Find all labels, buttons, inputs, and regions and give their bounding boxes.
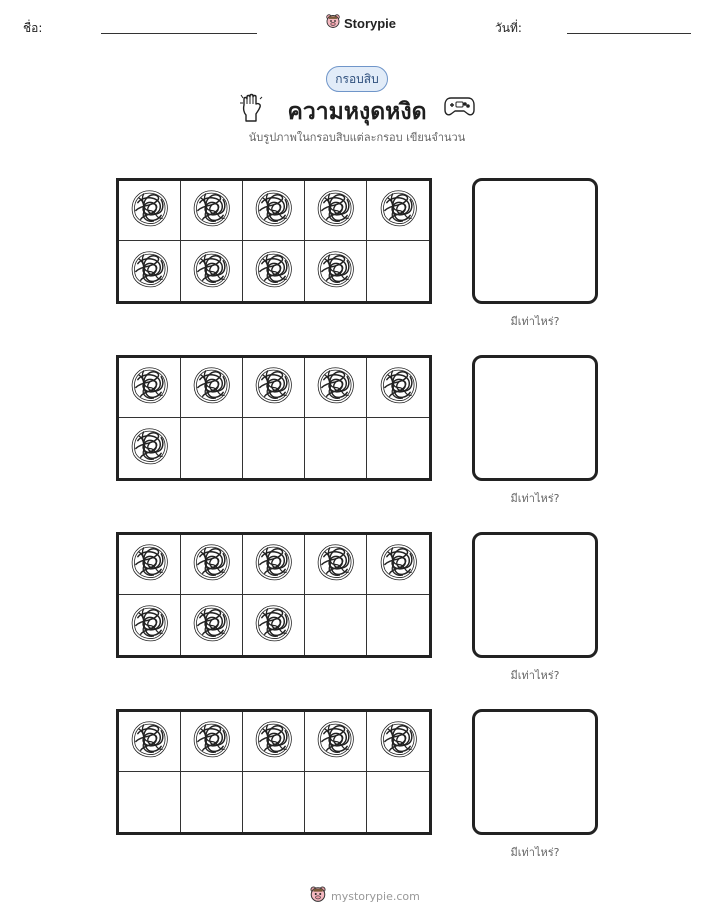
tangled-scribble-icon bbox=[254, 604, 293, 647]
tangled-scribble-icon bbox=[192, 189, 231, 232]
brand-name: Storypie bbox=[344, 15, 397, 31]
tangled-scribble-icon bbox=[130, 366, 169, 409]
ten-frame-cell bbox=[119, 535, 181, 595]
ten-frame-cell bbox=[181, 241, 243, 301]
ten-frame-cell bbox=[243, 181, 305, 241]
footer bbox=[309, 885, 420, 907]
tangled-scribble-icon bbox=[192, 604, 231, 647]
tangled-scribble-icon bbox=[130, 720, 169, 763]
game-controller-icon bbox=[444, 95, 475, 122]
tangled-scribble-icon bbox=[254, 720, 293, 763]
worksheet-title: ความหงุดหงิด bbox=[287, 99, 427, 125]
ten-frame-cell bbox=[305, 241, 367, 301]
ten-frame-4 bbox=[116, 709, 432, 835]
tangled-scribble-icon bbox=[379, 366, 418, 409]
ten-frame-cell bbox=[119, 241, 181, 301]
answer-box-1[interactable] bbox=[472, 178, 598, 304]
ten-frame-cell bbox=[243, 712, 305, 772]
answer-prompt-3: มีเท่าไหร่? bbox=[510, 669, 560, 682]
ten-frame-2 bbox=[116, 355, 432, 481]
ten-frame-cell bbox=[305, 535, 367, 595]
ten-frame-cell bbox=[119, 772, 181, 832]
tangled-scribble-icon bbox=[192, 720, 231, 763]
answer-prompt-2: มีเท่าไหร่? bbox=[510, 492, 560, 505]
tangled-scribble-icon bbox=[254, 250, 293, 293]
instruction-text: นับรูปภาพในกรอบสิบแต่ละกรอบ เขียนจำนวน bbox=[248, 131, 466, 144]
ten-frame-cell bbox=[119, 595, 181, 655]
tangled-scribble-icon bbox=[130, 189, 169, 232]
ten-frame-cell bbox=[367, 418, 429, 478]
ten-frame-cell bbox=[181, 181, 243, 241]
tangled-scribble-icon bbox=[130, 604, 169, 647]
ten-frame-cell bbox=[367, 772, 429, 832]
pig-mascot-icon bbox=[309, 885, 327, 907]
footer-url: mystorypie.com bbox=[331, 889, 420, 903]
name-write-line[interactable] bbox=[101, 33, 257, 34]
tangled-scribble-icon bbox=[316, 250, 355, 293]
answer-box-2[interactable] bbox=[472, 355, 598, 481]
brand bbox=[325, 13, 396, 33]
ten-frame-cell bbox=[367, 535, 429, 595]
ten-frame-3 bbox=[116, 532, 432, 658]
tangled-scribble-icon bbox=[130, 543, 169, 586]
ten-frame-cell bbox=[243, 772, 305, 832]
ten-frame-cell bbox=[367, 712, 429, 772]
ten-frame-1 bbox=[116, 178, 432, 304]
tangled-scribble-icon bbox=[316, 543, 355, 586]
ten-frame-cell bbox=[181, 358, 243, 418]
ten-frame-cell bbox=[181, 772, 243, 832]
pig-mascot-icon bbox=[325, 13, 341, 33]
ten-frame-cell bbox=[119, 418, 181, 478]
tangled-scribble-icon bbox=[130, 250, 169, 293]
tangled-scribble-icon bbox=[316, 366, 355, 409]
ten-frame-cell bbox=[305, 181, 367, 241]
tangled-scribble-icon bbox=[379, 720, 418, 763]
answer-prompt-1: มีเท่าไหร่? bbox=[510, 315, 560, 328]
topic-badge: กรอบสิบ bbox=[326, 66, 388, 92]
ten-frame-cell bbox=[181, 535, 243, 595]
tangled-scribble-icon bbox=[130, 427, 169, 470]
ten-frame-cell bbox=[243, 595, 305, 655]
ten-frame-cell bbox=[305, 358, 367, 418]
tangled-scribble-icon bbox=[379, 189, 418, 232]
ten-frame-cell bbox=[305, 418, 367, 478]
ten-frame-cell bbox=[243, 418, 305, 478]
ten-frame-cell bbox=[243, 535, 305, 595]
ten-frame-cell bbox=[181, 712, 243, 772]
tangled-scribble-icon bbox=[192, 366, 231, 409]
tangled-scribble-icon bbox=[254, 189, 293, 232]
ten-frame-cell bbox=[367, 181, 429, 241]
ten-frame-cell bbox=[119, 358, 181, 418]
ten-frame-cell bbox=[367, 358, 429, 418]
ten-frame-cell bbox=[367, 241, 429, 301]
tangled-scribble-icon bbox=[316, 189, 355, 232]
ten-frame-cell bbox=[119, 181, 181, 241]
tangled-scribble-icon bbox=[254, 543, 293, 586]
ten-frame-cell bbox=[181, 418, 243, 478]
answer-box-3[interactable] bbox=[472, 532, 598, 658]
tangled-scribble-icon bbox=[379, 543, 418, 586]
ten-frame-cell bbox=[305, 712, 367, 772]
ten-frame-cell bbox=[367, 595, 429, 655]
ten-frame-cell bbox=[243, 241, 305, 301]
answer-box-4[interactable] bbox=[472, 709, 598, 835]
ten-frame-cell bbox=[181, 595, 243, 655]
date-label: วันที่: bbox=[495, 21, 522, 35]
tangled-scribble-icon bbox=[254, 366, 293, 409]
ten-frame-cell bbox=[119, 712, 181, 772]
tangled-scribble-icon bbox=[192, 250, 231, 293]
date-write-line[interactable] bbox=[567, 33, 691, 34]
name-label: ชื่อ: bbox=[23, 21, 43, 35]
answer-prompt-4: มีเท่าไหร่? bbox=[510, 846, 560, 859]
tangled-scribble-icon bbox=[192, 543, 231, 586]
ten-frame-cell bbox=[305, 595, 367, 655]
ten-frame-cell bbox=[243, 358, 305, 418]
tangled-scribble-icon bbox=[316, 720, 355, 763]
ten-frame-cell bbox=[305, 772, 367, 832]
